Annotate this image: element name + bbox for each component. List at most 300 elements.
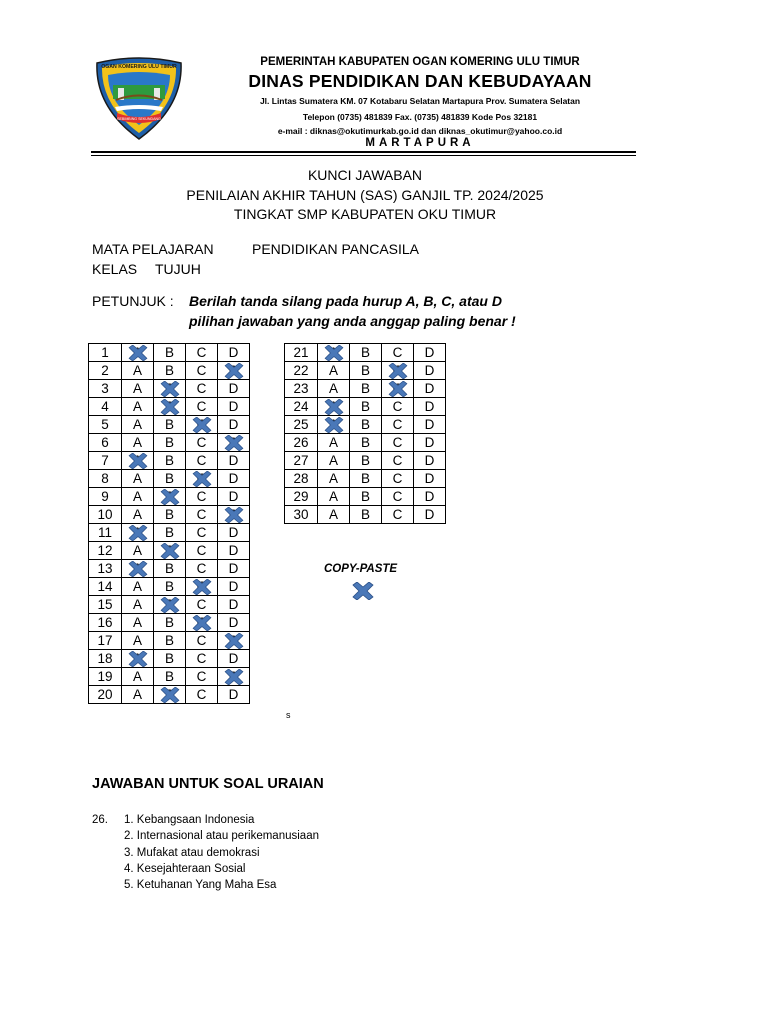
option-letter: C xyxy=(392,345,403,360)
answer-row xyxy=(89,650,250,668)
office-address: Jl. Lintas Sumatera KM. 07 Kotabaru Selatan Martapura Prov. Sumatera Selatan xyxy=(259,96,581,106)
option-letter: C xyxy=(392,435,403,450)
office-city: MARTAPURA xyxy=(365,137,475,149)
option-cell-a xyxy=(318,398,350,416)
option-letter: A xyxy=(328,471,338,486)
stray-character: s xyxy=(286,710,291,720)
doc-title-line1: KUNCI JAWABAN xyxy=(307,167,423,183)
option-letter: D xyxy=(228,561,239,576)
option-cell-b xyxy=(350,380,382,398)
option-cell-d xyxy=(218,524,250,542)
question-number: 4 xyxy=(89,398,122,416)
option-letter: D xyxy=(424,453,435,468)
answer-row xyxy=(89,560,250,578)
option-cell-a xyxy=(122,668,154,686)
option-cell-b xyxy=(350,344,382,362)
option-cell-b xyxy=(154,416,186,434)
question-number: 8 xyxy=(89,470,122,488)
answer-row xyxy=(89,524,250,542)
instruction-label: PETUNJUK : xyxy=(92,293,174,309)
option-cell-c xyxy=(186,578,218,596)
option-cell-a xyxy=(122,380,154,398)
essay-answer-item: 1. Kebangsaan Indonesia xyxy=(124,814,255,826)
option-cell-d xyxy=(218,596,250,614)
essay-section-title: JAWABAN UNTUK SOAL URAIAN xyxy=(92,776,324,792)
option-cell-c xyxy=(382,506,414,524)
answer-cross-mark-icon xyxy=(158,399,182,415)
answer-cross-mark-icon xyxy=(190,417,214,433)
answer-row xyxy=(89,632,250,650)
question-number: 25 xyxy=(285,416,318,434)
option-cell-a xyxy=(122,470,154,488)
question-number: 10 xyxy=(89,506,122,524)
option-cell-b xyxy=(154,398,186,416)
option-letter: B xyxy=(360,435,370,450)
option-letter: A xyxy=(132,615,142,630)
option-letter: B xyxy=(360,471,370,486)
option-letter: D xyxy=(424,417,435,432)
answer-row xyxy=(89,434,250,452)
option-letter: B xyxy=(360,489,370,504)
option-letter: B xyxy=(360,363,370,378)
option-cell-d xyxy=(218,560,250,578)
option-cell-c xyxy=(186,398,218,416)
option-letter: D xyxy=(228,489,239,504)
option-cell-a xyxy=(122,632,154,650)
answer-row xyxy=(89,488,250,506)
option-cell-b xyxy=(154,452,186,470)
answer-cross-mark-icon xyxy=(158,381,182,397)
option-cell-c xyxy=(186,416,218,434)
option-letter: B xyxy=(164,633,174,648)
option-cell-d xyxy=(218,344,250,362)
logo-top-text: OGAN KOMERING ULU TIMUR xyxy=(101,64,177,70)
option-letter: D xyxy=(228,345,239,360)
option-letter: B xyxy=(164,615,174,630)
option-cell-a xyxy=(122,362,154,380)
answer-row xyxy=(89,344,250,362)
option-letter: C xyxy=(392,453,403,468)
option-cell-a xyxy=(122,614,154,632)
option-cell-a xyxy=(122,506,154,524)
question-number: 14 xyxy=(89,578,122,596)
option-letter: B xyxy=(360,417,370,432)
question-number: 16 xyxy=(89,614,122,632)
answer-row xyxy=(89,578,250,596)
option-cell-b xyxy=(154,542,186,560)
option-cell-c xyxy=(186,344,218,362)
option-cell-c xyxy=(186,362,218,380)
answer-cross-mark-icon xyxy=(126,651,150,667)
option-cell-b xyxy=(350,362,382,380)
question-number: 3 xyxy=(89,380,122,398)
option-cell-b xyxy=(350,506,382,524)
answer-row xyxy=(285,362,446,380)
option-cell-d xyxy=(218,452,250,470)
option-cell-b xyxy=(154,488,186,506)
answer-row xyxy=(89,596,250,614)
answer-key-table-21-30 xyxy=(284,343,446,524)
answer-cross-mark-icon xyxy=(158,597,182,613)
option-cell-d xyxy=(414,488,446,506)
option-cell-a xyxy=(318,506,350,524)
answer-cross-mark-icon xyxy=(190,615,214,631)
option-letter: A xyxy=(132,633,142,648)
answer-row xyxy=(285,506,446,524)
option-letter: B xyxy=(164,525,174,540)
option-cell-a xyxy=(318,416,350,434)
office-email: e-mail : diknas@okutimurkab.go.id dan diknas_okutimur@yahoo.co.id xyxy=(277,126,563,136)
option-cell-d xyxy=(414,416,446,434)
answer-row xyxy=(89,398,250,416)
question-number: 26 xyxy=(285,434,318,452)
option-letter: B xyxy=(360,381,370,396)
option-cell-d xyxy=(218,578,250,596)
option-letter: D xyxy=(228,399,239,414)
option-cell-a xyxy=(318,380,350,398)
option-letter: A xyxy=(132,507,142,522)
option-letter: B xyxy=(164,345,174,360)
option-letter: D xyxy=(424,381,435,396)
option-cell-a xyxy=(122,344,154,362)
answer-row xyxy=(285,380,446,398)
option-cell-b xyxy=(350,470,382,488)
answer-row xyxy=(285,488,446,506)
letterhead-rule-thick xyxy=(91,151,636,153)
option-letter: A xyxy=(132,489,142,504)
option-cell-a xyxy=(122,560,154,578)
question-number: 27 xyxy=(285,452,318,470)
option-cell-a xyxy=(122,416,154,434)
option-letter: B xyxy=(164,507,174,522)
option-cell-c xyxy=(186,668,218,686)
government-name: PEMERINTAH KABUPATEN OGAN KOMERING ULU TIMUR xyxy=(260,56,580,68)
option-cell-a xyxy=(122,596,154,614)
option-letter: D xyxy=(228,687,239,702)
class-value: TUJUH xyxy=(155,261,201,277)
option-cell-d xyxy=(218,650,250,668)
question-number: 20 xyxy=(89,686,122,704)
question-number: 24 xyxy=(285,398,318,416)
option-cell-c xyxy=(186,614,218,632)
option-letter: C xyxy=(196,399,207,414)
question-number: 30 xyxy=(285,506,318,524)
office-name: DINAS PENDIDIKAN DAN KEBUDAYAAN xyxy=(248,71,592,91)
copy-paste-label: COPY-PASTE xyxy=(324,563,398,575)
answer-row xyxy=(89,614,250,632)
answer-row xyxy=(285,434,446,452)
answer-row xyxy=(285,398,446,416)
option-cell-d xyxy=(218,542,250,560)
option-letter: B xyxy=(164,579,174,594)
answer-cross-mark-icon xyxy=(126,345,150,361)
option-letter: B xyxy=(164,471,174,486)
option-letter: B xyxy=(360,399,370,414)
option-cell-d xyxy=(218,632,250,650)
essay-answer-item: 5. Ketuhanan Yang Maha Esa xyxy=(124,879,277,891)
option-letter: C xyxy=(196,345,207,360)
option-cell-c xyxy=(186,380,218,398)
answer-cross-mark-icon xyxy=(126,561,150,577)
subject-value: PENDIDIKAN PANCASILA xyxy=(252,241,420,257)
question-number: 22 xyxy=(285,362,318,380)
option-cell-b xyxy=(154,362,186,380)
option-cell-c xyxy=(186,542,218,560)
option-letter: D xyxy=(424,489,435,504)
option-cell-a xyxy=(318,344,350,362)
option-cell-c xyxy=(382,344,414,362)
option-cell-c xyxy=(186,434,218,452)
option-cell-a xyxy=(122,524,154,542)
question-number: 23 xyxy=(285,380,318,398)
option-cell-b xyxy=(154,650,186,668)
question-number: 12 xyxy=(89,542,122,560)
option-letter: D xyxy=(228,471,239,486)
option-letter: C xyxy=(392,417,403,432)
option-letter: D xyxy=(228,615,239,630)
answer-row xyxy=(89,470,250,488)
option-cell-a xyxy=(318,362,350,380)
subject-label: MATA PELAJARAN xyxy=(92,241,214,257)
option-letter: D xyxy=(424,345,435,360)
option-letter: A xyxy=(328,507,338,522)
option-cell-b xyxy=(154,470,186,488)
answer-row xyxy=(89,452,250,470)
option-cell-b xyxy=(350,398,382,416)
option-cell-b xyxy=(350,416,382,434)
answer-cross-mark-icon xyxy=(322,345,346,361)
option-cell-d xyxy=(218,380,250,398)
option-cell-d xyxy=(218,668,250,686)
regency-emblem-logo xyxy=(91,55,187,141)
option-letter: A xyxy=(132,417,142,432)
option-letter: A xyxy=(328,435,338,450)
option-letter: A xyxy=(132,669,142,684)
option-cell-c xyxy=(186,452,218,470)
option-cell-c xyxy=(382,416,414,434)
option-letter: A xyxy=(132,597,142,612)
option-cell-b xyxy=(154,596,186,614)
option-letter: C xyxy=(392,507,403,522)
instruction-line2: pilihan jawaban yang anda anggap paling benar ! xyxy=(189,313,516,329)
option-letter: A xyxy=(132,435,142,450)
option-letter: B xyxy=(164,669,174,684)
option-letter: D xyxy=(228,381,239,396)
option-cell-d xyxy=(218,686,250,704)
option-letter: C xyxy=(196,435,207,450)
option-cell-c xyxy=(382,452,414,470)
answer-key-table-1-20 xyxy=(88,343,250,704)
answer-cross-mark-icon xyxy=(222,669,246,685)
letterhead-rule-thin xyxy=(91,155,636,156)
option-cell-b xyxy=(154,686,186,704)
option-cell-c xyxy=(382,398,414,416)
option-letter: C xyxy=(196,633,207,648)
option-cell-b xyxy=(154,434,186,452)
answer-row xyxy=(89,542,250,560)
option-cell-c xyxy=(382,434,414,452)
option-cell-a xyxy=(318,488,350,506)
option-letter: B xyxy=(164,453,174,468)
option-cell-b xyxy=(154,578,186,596)
option-cell-b xyxy=(154,668,186,686)
option-letter: C xyxy=(196,687,207,702)
option-cell-c xyxy=(186,686,218,704)
option-letter: D xyxy=(424,507,435,522)
option-cell-d xyxy=(414,398,446,416)
option-letter: A xyxy=(132,687,142,702)
question-number: 28 xyxy=(285,470,318,488)
answer-cross-mark-icon xyxy=(190,579,214,595)
option-letter: D xyxy=(228,525,239,540)
answer-cross-mark-icon xyxy=(222,507,246,523)
option-cell-d xyxy=(218,398,250,416)
instruction-line1: Berilah tanda silang pada hurup A, B, C, atau D xyxy=(189,293,502,309)
question-number: 18 xyxy=(89,650,122,668)
option-cell-d xyxy=(414,506,446,524)
option-letter: A xyxy=(132,363,142,378)
option-cell-b xyxy=(154,506,186,524)
option-letter: B xyxy=(164,417,174,432)
question-number: 19 xyxy=(89,668,122,686)
doc-title-line3: TINGKAT SMP KABUPATEN OKU TIMUR xyxy=(233,206,497,222)
option-letter: D xyxy=(228,453,239,468)
logo-ribbon-text: SEBIMBING SEKUNDANG xyxy=(117,117,161,121)
option-letter: C xyxy=(196,597,207,612)
option-cell-a xyxy=(122,434,154,452)
answer-row xyxy=(89,506,250,524)
answer-cross-mark-icon xyxy=(126,453,150,469)
answer-row xyxy=(89,380,250,398)
option-cell-b xyxy=(154,632,186,650)
option-cell-b xyxy=(350,452,382,470)
answer-cross-mark-icon xyxy=(222,363,246,379)
doc-title-line2: PENILAIAN AKHIR TAHUN (SAS) GANJIL TP. 2024/2025 xyxy=(186,187,544,203)
option-cell-b xyxy=(350,434,382,452)
question-number: 21 xyxy=(285,344,318,362)
option-letter: B xyxy=(164,435,174,450)
answer-cross-mark-icon xyxy=(386,381,410,397)
answer-cross-mark-icon xyxy=(322,399,346,415)
option-letter: C xyxy=(196,525,207,540)
option-cell-c xyxy=(382,488,414,506)
option-letter: A xyxy=(132,471,142,486)
option-cell-a xyxy=(122,488,154,506)
option-letter: C xyxy=(392,489,403,504)
option-letter: A xyxy=(132,399,142,414)
option-cell-a xyxy=(318,470,350,488)
option-cell-d xyxy=(218,488,250,506)
option-cell-d xyxy=(218,470,250,488)
answer-cross-mark-icon xyxy=(158,687,182,703)
option-letter: D xyxy=(228,417,239,432)
option-cell-d xyxy=(414,452,446,470)
option-cell-d xyxy=(218,362,250,380)
answer-row xyxy=(89,416,250,434)
option-letter: C xyxy=(196,651,207,666)
option-cell-a xyxy=(122,398,154,416)
option-letter: C xyxy=(196,669,207,684)
option-letter: B xyxy=(360,507,370,522)
option-letter: D xyxy=(228,651,239,666)
essay-answer-item: 3. Mufakat atau demokrasi xyxy=(124,847,260,859)
question-number: 13 xyxy=(89,560,122,578)
question-number: 6 xyxy=(89,434,122,452)
answer-cross-mark-icon xyxy=(126,525,150,541)
option-cell-c xyxy=(382,362,414,380)
option-letter: A xyxy=(132,579,142,594)
question-number: 29 xyxy=(285,488,318,506)
answer-row xyxy=(285,452,446,470)
answer-row xyxy=(89,686,250,704)
option-cell-c xyxy=(382,470,414,488)
option-cell-c xyxy=(186,470,218,488)
question-number: 2 xyxy=(89,362,122,380)
question-number: 9 xyxy=(89,488,122,506)
option-letter: A xyxy=(132,543,142,558)
answer-row xyxy=(89,668,250,686)
option-cell-d xyxy=(218,434,250,452)
option-letter: B xyxy=(164,363,174,378)
answer-cross-mark-icon xyxy=(222,435,246,451)
option-cell-b xyxy=(154,560,186,578)
option-letter: D xyxy=(228,597,239,612)
answer-row xyxy=(285,344,446,362)
essay-answer-item: 2. Internasional atau perikemanusiaan xyxy=(124,830,319,842)
option-cell-c xyxy=(186,632,218,650)
question-number: 17 xyxy=(89,632,122,650)
option-cell-d xyxy=(414,434,446,452)
question-number: 1 xyxy=(89,344,122,362)
question-number: 5 xyxy=(89,416,122,434)
answer-cross-mark-icon xyxy=(386,363,410,379)
answer-row xyxy=(285,416,446,434)
essay-question-number: 26. xyxy=(92,814,108,826)
option-cell-c xyxy=(186,560,218,578)
option-cell-d xyxy=(218,416,250,434)
option-cell-c xyxy=(186,596,218,614)
option-cell-d xyxy=(414,470,446,488)
option-cell-a xyxy=(122,686,154,704)
option-cell-b xyxy=(154,380,186,398)
option-cell-a xyxy=(122,650,154,668)
option-letter: C xyxy=(392,471,403,486)
option-letter: D xyxy=(424,399,435,414)
option-letter: A xyxy=(132,381,142,396)
option-cell-d xyxy=(414,344,446,362)
option-cell-c xyxy=(186,524,218,542)
essay-answer-item: 4. Kesejahteraan Sosial xyxy=(124,863,246,875)
option-cell-c xyxy=(382,380,414,398)
option-cell-a xyxy=(318,434,350,452)
option-letter: A xyxy=(328,381,338,396)
option-letter: B xyxy=(360,453,370,468)
option-letter: C xyxy=(392,399,403,414)
option-letter: D xyxy=(424,435,435,450)
option-letter: D xyxy=(228,579,239,594)
answer-row xyxy=(89,362,250,380)
answer-cross-mark-icon xyxy=(158,543,182,559)
option-letter: C xyxy=(196,507,207,522)
option-letter: C xyxy=(196,453,207,468)
option-letter: B xyxy=(164,561,174,576)
answer-cross-mark-icon xyxy=(190,471,214,487)
option-letter: A xyxy=(328,489,338,504)
option-letter: D xyxy=(424,471,435,486)
office-phone: Telepon (0735) 481839 Fax. (0735) 481839 Kode Pos 32181 xyxy=(302,112,538,122)
option-cell-b xyxy=(154,344,186,362)
option-letter: C xyxy=(196,363,207,378)
